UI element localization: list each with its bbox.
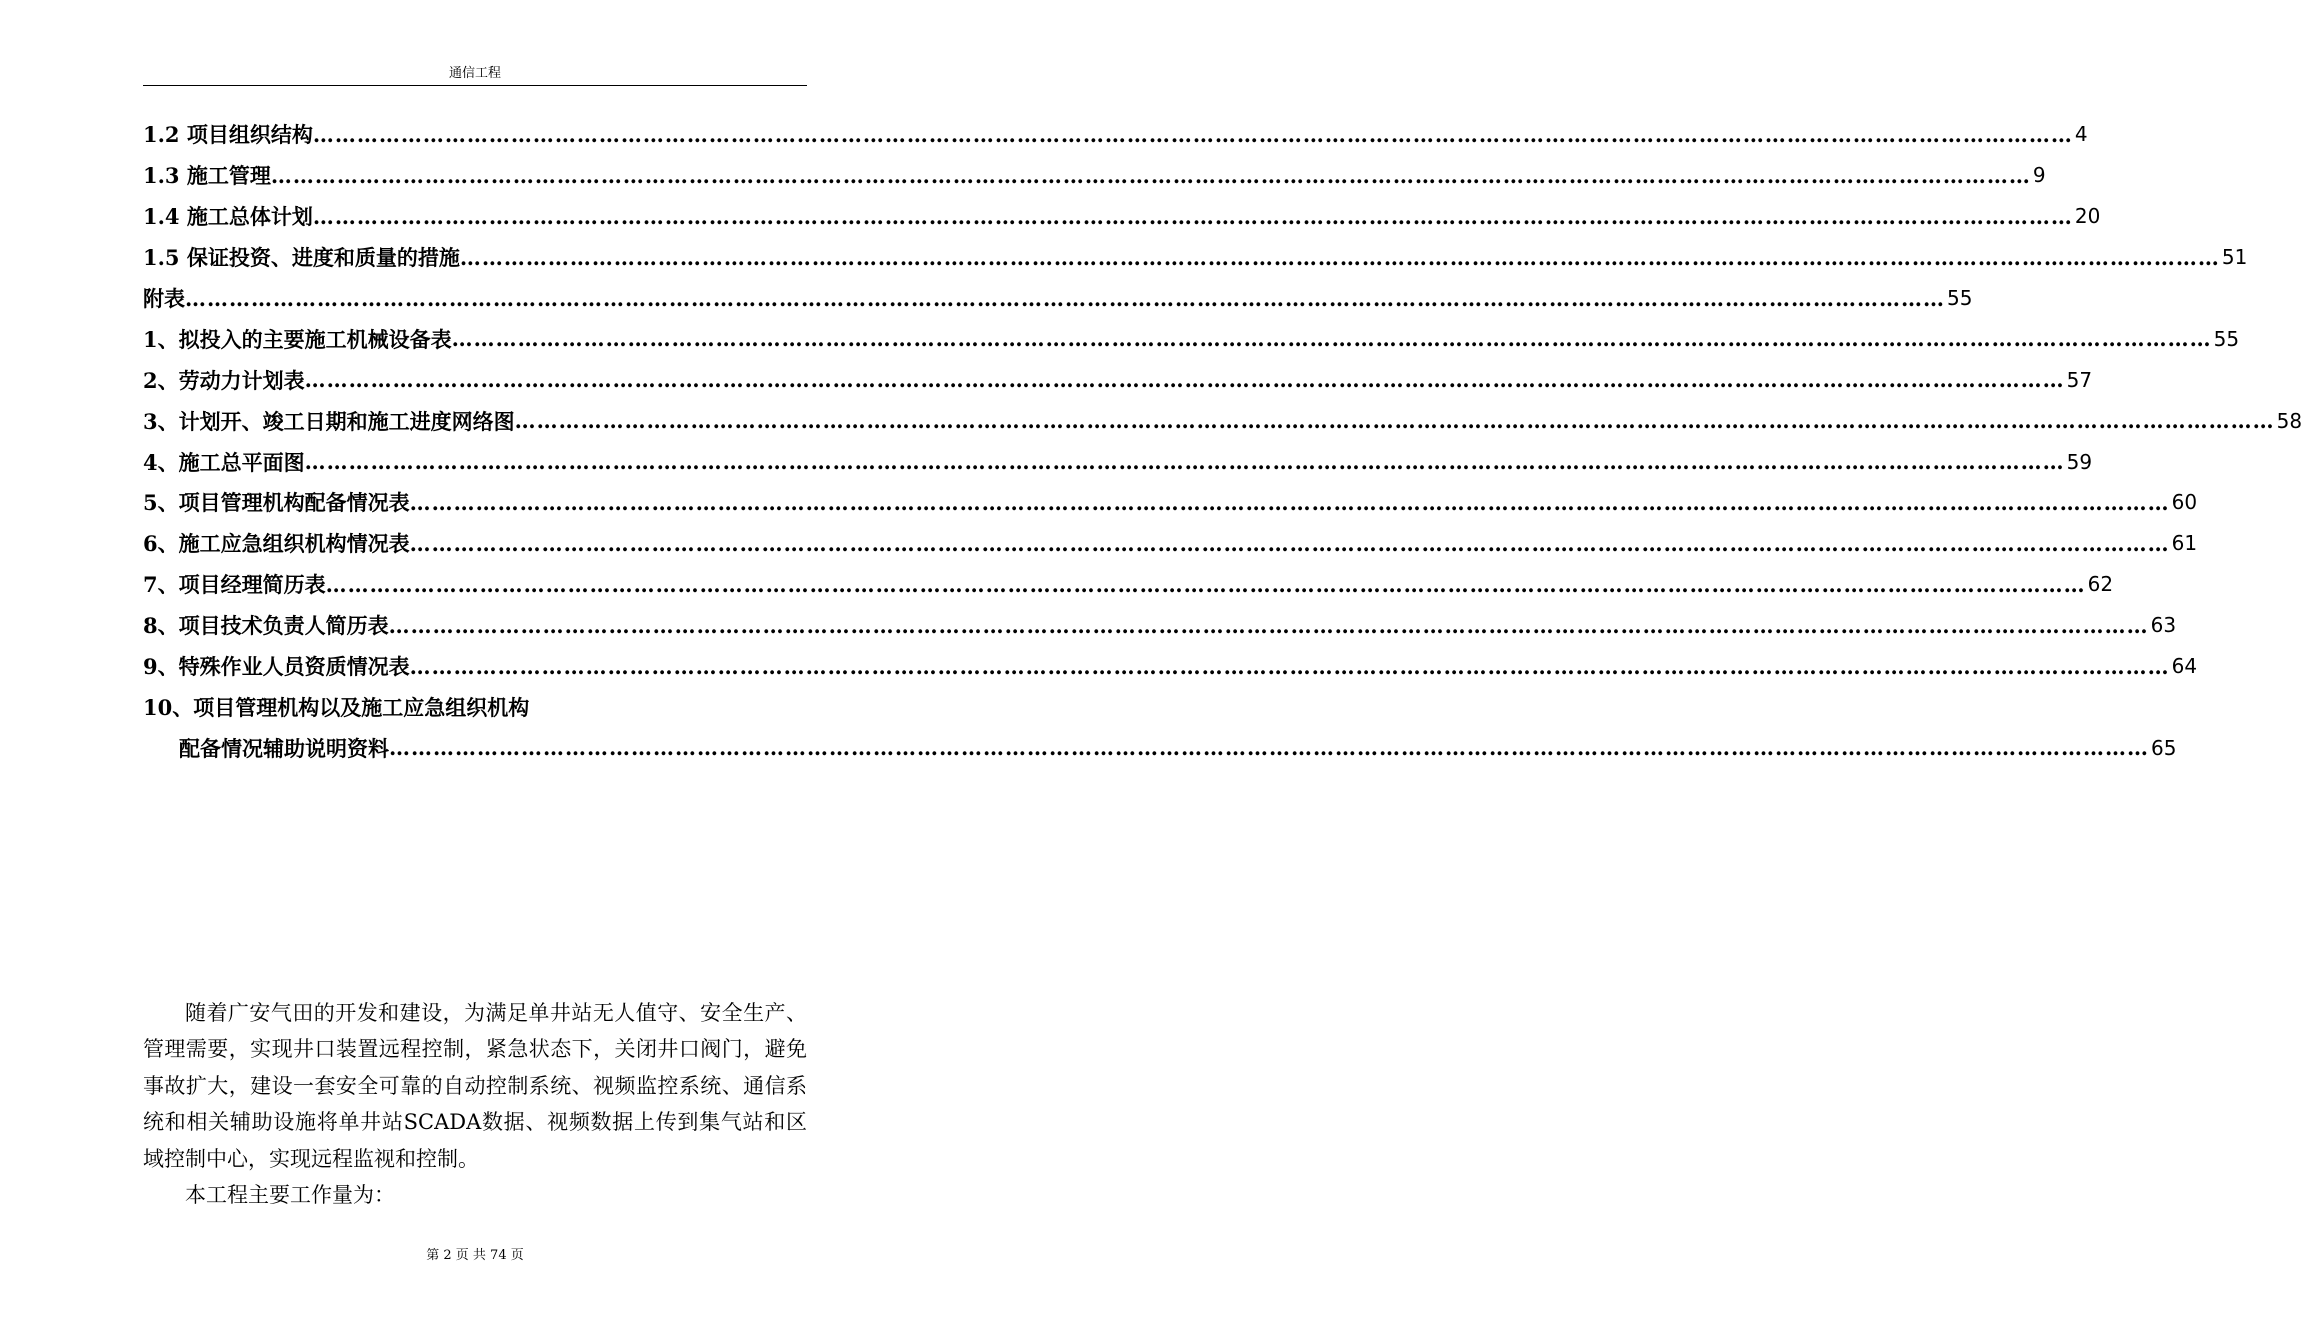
toc-entry xyxy=(143,400,2302,441)
toc-entry-label: 附表 xyxy=(143,286,185,311)
toc-entry-label: 3、计划开、竣工日期和施工进度网络图 xyxy=(143,408,515,434)
toc-entry-label: 7、项目经理简历表 xyxy=(143,572,326,598)
toc-entry-label: 8、项目技术负责人简历表 xyxy=(143,613,389,639)
toc-entry-label: 6、施工应急组织机构情况表 xyxy=(143,531,410,557)
toc-dot-leader: …………………………………………………………………………………………………………………………………………………………………………………………………………………… xyxy=(409,653,2170,679)
toc-entry-label: 1.5 保证投资、进度和质量的措施 xyxy=(143,245,460,271)
toc-dot-leader: …………………………………………………………………………………………………………………………………………………………………………………………………………………… xyxy=(325,571,2086,597)
toc-entry-page: 51 xyxy=(2221,245,2248,270)
toc-entry-page: 57 xyxy=(2066,367,2093,392)
toc-dot-leader: …………………………………………………………………………………………………………………………………………………………………………………………………………………… xyxy=(185,285,1945,311)
toc-entry-page: 20 xyxy=(2074,204,2101,229)
header-divider xyxy=(143,85,807,86)
toc-entry-page: 9 xyxy=(2032,163,2046,188)
table-of-contents xyxy=(143,114,2302,768)
toc-entry xyxy=(143,278,1973,319)
toc-entry-page: 55 xyxy=(2213,326,2240,351)
toc-entry-label: 9、特殊作业人员资质情况表 xyxy=(143,654,410,680)
toc-entry xyxy=(143,196,2101,237)
toc-entry xyxy=(143,605,2177,646)
toc-entry xyxy=(143,441,2093,482)
toc-entry-label: 2、劳动力计划表 xyxy=(143,367,305,393)
toc-dot-leader: …………………………………………………………………………………………………………………………………………………………………………………………………………………… xyxy=(304,449,2065,475)
toc-entry xyxy=(143,114,2088,155)
toc-entry-page: 60 xyxy=(2171,490,2198,515)
toc-entry-page: 55 xyxy=(1947,286,1973,310)
toc-entry-label: 配备情况辅助说明资料 xyxy=(179,735,389,761)
toc-dot-leader: …………………………………………………………………………………………………………………………………………………………………………………………………………………… xyxy=(451,326,2212,352)
toc-entry-page: 62 xyxy=(2087,572,2114,597)
toc-entry-label: 1、拟投入的主要施工机械设备表 xyxy=(143,326,452,352)
toc-entry xyxy=(143,155,2046,196)
body-paragraph: 随着广安气田的开发和建设，为满足单井站无人值守、安全生产、管理需要，实现井口装置远程控制，紧急状态下，关闭井口阀门，避免事故扩大，建设一套安全可靠的自动控制系统、视频监控系统、通信系统和相关辅助设施将单井站SCADA数据、视频数据上传到集气站和区域控制中心，实现远程监视和控制。 xyxy=(143,1001,807,1171)
toc-entry-page: 63 xyxy=(2150,613,2177,638)
toc-entry-label: 10、项目管理机构以及施工应急组织机构 xyxy=(143,694,530,720)
toc-entry-page: 59 xyxy=(2066,449,2093,474)
toc-entry xyxy=(143,359,2093,400)
page-footer: 第 2 页 共 74 页 xyxy=(426,1248,524,1263)
toc-dot-leader: …………………………………………………………………………………………………………………………………………………………………………………………………………………… xyxy=(409,489,2170,515)
toc-entry xyxy=(143,686,803,727)
toc-entry xyxy=(143,646,2198,687)
toc-entry-label: 1.4 施工总体计划 xyxy=(143,204,313,230)
toc-entry xyxy=(143,523,2198,564)
toc-dot-leader: …………………………………………………………………………………………………………………………………………………………………………………………………………………… xyxy=(514,408,2275,434)
toc-entry-page: 61 xyxy=(2171,531,2198,556)
toc-entry xyxy=(143,564,2114,605)
toc-dot-leader: …………………………………………………………………………………………………………………………………………………………………………………………………………………… xyxy=(304,367,2065,393)
toc-entry xyxy=(143,482,2198,523)
toc-entry-label: 1.2 项目组织结构 xyxy=(143,122,313,148)
toc-entry-page: 58 xyxy=(2276,408,2302,433)
toc-dot-leader: …………………………………………………………………………………………………………………………………………………………………………………………………………………… xyxy=(312,121,2073,147)
toc-dot-leader: …………………………………………………………………………………………………………………………………………………………………………………………………………………… xyxy=(389,735,2149,761)
toc-entry-label: 5、项目管理机构配备情况表 xyxy=(143,490,410,516)
toc-entry-page: 65 xyxy=(2151,735,2177,760)
body-paragraph: 本工程主要工作量为： xyxy=(185,1183,395,1208)
toc-entry-page: 64 xyxy=(2171,654,2198,679)
toc-entry xyxy=(143,727,2177,768)
page-header: 通信工程 xyxy=(448,66,501,81)
toc-dot-leader: …………………………………………………………………………………………………………………………………………………………………………………………………………………… xyxy=(409,530,2170,556)
toc-entry-label: 4、施工总平面图 xyxy=(143,449,305,475)
toc-entry xyxy=(143,237,2248,278)
toc-entry xyxy=(143,318,2240,359)
toc-entry-label: 1.3 施工管理 xyxy=(143,163,271,189)
toc-dot-leader: …………………………………………………………………………………………………………………………………………………………………………………………………………………… xyxy=(270,162,2031,188)
toc-dot-leader: …………………………………………………………………………………………………………………………………………………………………………………………………………………… xyxy=(388,612,2149,638)
toc-dot-leader: …………………………………………………………………………………………………………………………………………………………………………………………………………………… xyxy=(459,244,2220,270)
body-text xyxy=(143,995,807,1213)
toc-entry-page: 4 xyxy=(2074,122,2088,147)
toc-dot-leader: …………………………………………………………………………………………………………………………………………………………………………………………………………………… xyxy=(312,203,2073,229)
